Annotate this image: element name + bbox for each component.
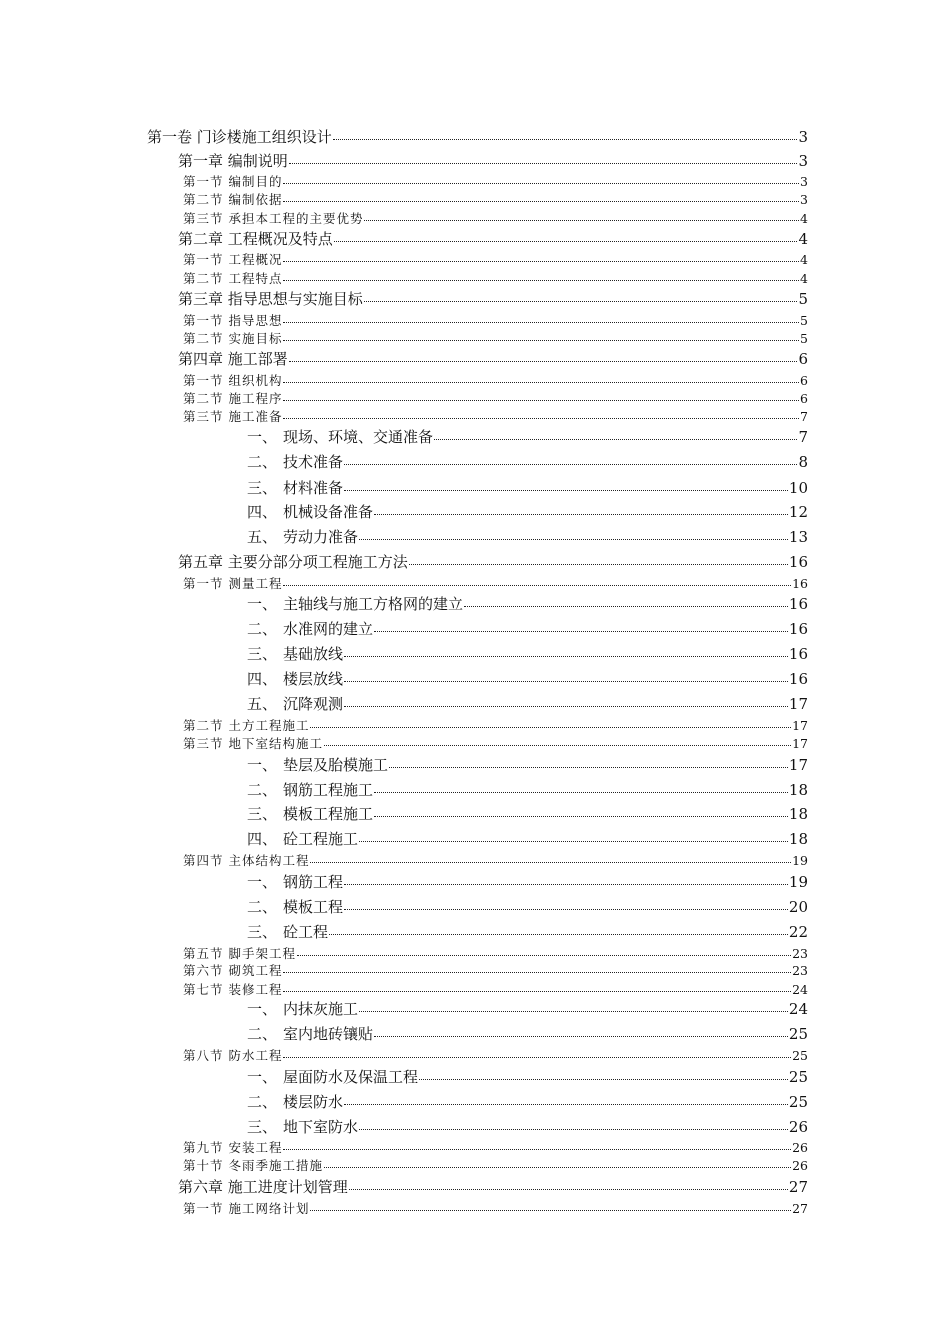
toc-page-number: 26 (792, 1140, 808, 1156)
toc-entry-ch[interactable] (178, 232, 808, 247)
toc-dot-leader (283, 322, 799, 323)
toc-page-number: 16 (788, 645, 808, 664)
toc-entry-number: 一、 (247, 1000, 278, 1019)
toc-entry-title (247, 832, 358, 847)
toc-dot-leader (283, 1149, 791, 1150)
toc-entry-text: 第三节 地下室结构施工 (183, 736, 323, 752)
toc-entry-text: 技术准备 (283, 453, 344, 472)
toc-entry-number: 一、 (247, 873, 278, 892)
toc-entry-title (183, 1203, 309, 1216)
toc-page-number: 20 (788, 898, 808, 917)
toc-entry-title (183, 393, 282, 406)
toc-page-number: 6 (798, 350, 808, 369)
toc-page-number: 19 (788, 873, 808, 892)
toc-dot-leader (283, 183, 799, 184)
toc-entry-ch[interactable] (178, 1180, 808, 1195)
toc-entry-title (247, 900, 343, 915)
toc-entry-title (183, 720, 309, 733)
toc-entry-sub[interactable] (247, 875, 808, 890)
toc-entry-text: 第二章 工程概况及特点 (178, 230, 333, 249)
toc-entry-title (183, 855, 309, 868)
toc-entry-title (247, 1070, 418, 1085)
toc-entry-sec[interactable] (183, 213, 808, 226)
toc-entry-sec[interactable] (183, 1160, 808, 1173)
toc-entry-sec[interactable] (183, 375, 808, 388)
toc-dot-leader (289, 163, 798, 164)
toc-page-number: 5 (800, 313, 808, 329)
toc-dot-leader (283, 201, 799, 202)
toc-entry-sec[interactable] (183, 855, 808, 868)
toc-dot-leader (359, 1129, 788, 1130)
toc-entry-text: 第二节 土方工程施工 (183, 718, 310, 734)
toc-dot-leader (310, 727, 791, 728)
toc-entry-sub[interactable] (247, 1095, 808, 1110)
toc-dot-leader (344, 656, 788, 657)
toc-entry-text: 主轴线与施工方格网的建立 (283, 595, 464, 614)
toc-entry-title (183, 738, 323, 751)
toc-dot-leader (297, 955, 791, 956)
toc-entry-text: 垫层及胎模施工 (283, 756, 389, 775)
toc-entry-sub[interactable] (247, 455, 808, 470)
toc-page-number: 16 (788, 553, 808, 572)
toc-page-number: 16 (788, 670, 808, 689)
toc-entry-title (247, 672, 343, 687)
toc-entry-text: 地下室防水 (283, 1118, 359, 1137)
toc-page-number: 18 (788, 781, 808, 800)
toc-page-number: 23 (792, 946, 808, 962)
toc-entry-sub[interactable] (247, 1120, 808, 1135)
toc-entry-sub[interactable] (247, 925, 808, 940)
toc-entry-title (183, 411, 282, 424)
toc-entry-number: 三、 (247, 923, 278, 942)
toc-dot-leader (283, 585, 791, 586)
toc-entry-sec[interactable] (183, 411, 808, 424)
toc-entry-text: 第一节 施工网络计划 (183, 1201, 310, 1217)
toc-entry-sub[interactable] (247, 597, 808, 612)
toc-page-number: 27 (792, 1201, 808, 1217)
toc-entry-text: 砼工程施工 (283, 830, 359, 849)
toc-page-number: 5 (800, 331, 808, 347)
toc-entry-sub[interactable] (247, 672, 808, 687)
toc-entry-title (178, 555, 408, 570)
toc-page-number: 25 (788, 1025, 808, 1044)
toc-page-number: 26 (788, 1118, 808, 1137)
toc-page-number: 3 (798, 152, 808, 171)
toc-entry-text: 室内地砖镶贴 (283, 1025, 374, 1044)
toc-entry-number: 四、 (247, 503, 278, 522)
toc-entry-text: 第六章 施工进度计划管理 (178, 1178, 348, 1197)
toc-dot-leader (374, 792, 788, 793)
toc-entry-text: 第一卷 门诊楼施工组织设计 (147, 128, 332, 147)
toc-entry-text: 内抹灰施工 (283, 1000, 359, 1019)
toc-dot-leader (389, 767, 788, 768)
toc-dot-leader (359, 841, 788, 842)
toc-page-number: 10 (788, 479, 808, 498)
toc-entry-title (183, 1050, 282, 1063)
toc-entry-text: 第一节 指导思想 (183, 313, 283, 329)
toc-entry-number: 二、 (247, 898, 278, 917)
toc-entry-text: 第二节 实施目标 (183, 331, 283, 347)
toc-entry-title (247, 505, 373, 520)
toc-dot-leader (283, 400, 799, 401)
toc-dot-leader (333, 139, 798, 140)
toc-dot-leader (434, 439, 797, 440)
toc-dot-leader (349, 1189, 788, 1190)
toc-entry-number: 四、 (247, 830, 278, 849)
toc-page-number: 17 (792, 736, 808, 752)
toc-entry-text: 第六节 砌筑工程 (183, 963, 283, 979)
toc-entry-number: 三、 (247, 479, 278, 498)
toc-page-number: 18 (788, 830, 808, 849)
toc-page-number: 8 (798, 453, 808, 472)
toc-entry-text: 第九节 安装工程 (183, 1140, 283, 1156)
toc-entry-title (247, 430, 433, 445)
toc-entry-title (247, 481, 343, 496)
toc-dot-leader (359, 539, 788, 540)
toc-entry-text: 机械设备准备 (283, 503, 374, 522)
toc-page-number: 26 (792, 1158, 808, 1174)
toc-dot-leader (283, 972, 791, 973)
toc-page-number: 4 (800, 252, 808, 268)
toc-entry-sub[interactable] (247, 1002, 808, 1017)
toc-entry-title (247, 1002, 358, 1017)
toc-entry-sec[interactable] (183, 176, 808, 189)
toc-dot-leader (289, 361, 798, 362)
toc-entry-title (183, 375, 282, 388)
toc-entry-number: 二、 (247, 620, 278, 639)
toc-dot-leader (419, 1079, 788, 1080)
toc-entry-title (178, 1180, 348, 1195)
toc-entry-title (147, 130, 332, 145)
toc-entry-title (183, 194, 282, 207)
toc-entry-sec[interactable] (183, 1203, 808, 1216)
toc-entry-number: 四、 (247, 670, 278, 689)
toc-entry-text: 砼工程 (283, 923, 329, 942)
toc-dot-leader (364, 301, 798, 302)
toc-dot-leader (334, 241, 798, 242)
toc-page-number: 16 (792, 576, 808, 592)
toc-page-number: 3 (798, 128, 808, 147)
toc-entry-text: 第七节 装修工程 (183, 982, 283, 998)
toc-entry-number: 二、 (247, 1025, 278, 1044)
toc-dot-leader (344, 706, 788, 707)
toc-entry-number: 三、 (247, 805, 278, 824)
toc-entry-sub[interactable] (247, 430, 808, 445)
toc-page-number: 6 (800, 373, 808, 389)
toc-page-number: 7 (800, 409, 808, 425)
toc-entry-text: 第一章 编制说明 (178, 152, 288, 171)
toc-entry-sec[interactable] (183, 948, 808, 961)
toc-entry-sec[interactable] (183, 273, 808, 286)
toc-entry-text: 现场、环境、交通准备 (283, 428, 434, 447)
toc-dot-leader (364, 220, 799, 221)
toc-entry-number: 五、 (247, 695, 278, 714)
toc-page-number: 12 (788, 503, 808, 522)
toc-entry-sec[interactable] (183, 578, 808, 591)
toc-page-number: 24 (788, 1000, 808, 1019)
toc-entry-sub[interactable] (247, 832, 808, 847)
toc-entry-text: 第二节 工程特点 (183, 271, 283, 287)
toc-entry-number: 三、 (247, 645, 278, 664)
toc-page-number: 16 (788, 595, 808, 614)
toc-entry-sub[interactable] (247, 900, 808, 915)
toc-entry-text: 第四章 施工部署 (178, 350, 288, 369)
toc-entry-text: 第二节 编制依据 (183, 192, 283, 208)
toc-page-number: 4 (798, 230, 808, 249)
toc-page-number: 17 (788, 756, 808, 775)
toc-entry-text: 第一节 组织机构 (183, 373, 283, 389)
toc-entry-title (183, 984, 282, 997)
toc-entry-text: 第八节 防水工程 (183, 1048, 283, 1064)
toc-entry-title (247, 1095, 343, 1110)
toc-entry-text: 屋面防水及保温工程 (283, 1068, 419, 1087)
toc-dot-leader (324, 1167, 791, 1168)
toc-dot-leader (344, 464, 797, 465)
toc-entry-number: 一、 (247, 595, 278, 614)
toc-entry-text: 劳动力准备 (283, 528, 359, 547)
toc-dot-leader (409, 564, 788, 565)
toc-page-number: 25 (788, 1068, 808, 1087)
toc-dot-leader (374, 816, 788, 817)
toc-entry-title (247, 1027, 373, 1042)
toc-dot-leader (283, 1057, 791, 1058)
toc-entry-text: 楼层防水 (283, 1093, 344, 1112)
toc-entry-ch[interactable] (178, 352, 808, 367)
toc-entry-title (183, 333, 282, 346)
toc-page-number: 22 (788, 923, 808, 942)
toc-entry-sec[interactable] (183, 738, 808, 751)
toc-page-number: 27 (788, 1178, 808, 1197)
toc-entry-text: 水准网的建立 (283, 620, 374, 639)
toc-entry-title (178, 292, 363, 307)
toc-entry-title (247, 597, 463, 612)
toc-page-number: 5 (798, 290, 808, 309)
toc-entry-sec[interactable] (183, 1142, 808, 1155)
toc-page-number: 7 (798, 428, 808, 447)
toc-page-number: 4 (800, 271, 808, 287)
toc-page-number: 4 (800, 211, 808, 227)
toc-entry-text: 钢筋工程施工 (283, 781, 374, 800)
toc-page-number: 3 (800, 192, 808, 208)
toc-entry-vol[interactable] (147, 130, 808, 145)
toc-entry-sec[interactable] (183, 254, 808, 267)
toc-entry-title (247, 875, 343, 890)
toc-entry-text: 第三章 指导思想与实施目标 (178, 290, 363, 309)
toc-entry-title (183, 578, 282, 591)
toc-dot-leader (329, 934, 788, 935)
toc-entry-number: 三、 (247, 1118, 278, 1137)
toc-entry-text: 沉降观测 (283, 695, 344, 714)
toc-entry-number: 五、 (247, 528, 278, 547)
toc-page-number: 3 (800, 174, 808, 190)
toc-entry-title (183, 176, 282, 189)
toc-dot-leader (283, 418, 799, 419)
toc-entry-title (178, 232, 333, 247)
toc-entry-text: 第五节 脚手架工程 (183, 946, 296, 962)
toc-page-number: 17 (792, 718, 808, 734)
toc-dot-leader (359, 1011, 788, 1012)
toc-entry-sub[interactable] (247, 807, 808, 822)
toc-entry-sec[interactable] (183, 984, 808, 997)
toc-page-number: 18 (788, 805, 808, 824)
toc-dot-leader (344, 884, 788, 885)
toc-dot-leader (344, 1104, 788, 1105)
toc-entry-title (247, 530, 358, 545)
toc-entry-sub[interactable] (247, 647, 808, 662)
toc-dot-leader (344, 490, 788, 491)
toc-entry-sec[interactable] (183, 194, 808, 207)
toc-entry-title (247, 622, 373, 637)
toc-entry-title (183, 315, 282, 328)
toc-entry-text: 第十节 冬雨季施工措施 (183, 1158, 323, 1174)
toc-dot-leader (283, 261, 799, 262)
toc-entry-number: 二、 (247, 453, 278, 472)
toc-entry-ch[interactable] (178, 555, 808, 570)
toc-entry-text: 第四节 主体结构工程 (183, 853, 310, 869)
toc-entry-sub[interactable] (247, 481, 808, 496)
toc-entry-title (183, 213, 363, 226)
toc-entry-sec[interactable] (183, 393, 808, 406)
toc-entry-title (247, 455, 343, 470)
toc-entry-text: 第三节 施工准备 (183, 409, 283, 425)
toc-page-number: 24 (792, 982, 808, 998)
toc-dot-leader (283, 991, 791, 992)
toc-entry-title (247, 783, 373, 798)
toc-entry-ch[interactable] (178, 292, 808, 307)
toc-entry-number: 一、 (247, 1068, 278, 1087)
toc-entry-title (183, 254, 282, 267)
toc-dot-leader (464, 606, 788, 607)
toc-dot-leader (283, 280, 799, 281)
toc-page-number: 19 (792, 853, 808, 869)
toc-entry-number: 二、 (247, 781, 278, 800)
toc-entry-title (183, 273, 282, 286)
toc-entry-title (178, 154, 288, 169)
toc-page-number: 23 (792, 963, 808, 979)
toc-entry-text: 模板工程 (283, 898, 344, 917)
toc-entry-title (247, 647, 343, 662)
toc-page-number: 16 (788, 620, 808, 639)
toc-dot-leader (324, 745, 791, 746)
toc-dot-leader (283, 340, 799, 341)
toc-entry-sec[interactable] (183, 315, 808, 328)
toc-entry-sec[interactable] (183, 965, 808, 978)
toc-entry-text: 楼层放线 (283, 670, 344, 689)
toc-entry-title (247, 758, 388, 773)
toc-entry-sub[interactable] (247, 697, 808, 712)
toc-entry-sub[interactable] (247, 1027, 808, 1042)
toc-dot-leader (310, 1210, 791, 1211)
toc-entry-title (183, 1160, 323, 1173)
toc-entry-text: 第五章 主要分部分项工程施工方法 (178, 553, 408, 572)
toc-entry-sec[interactable] (183, 720, 808, 733)
toc-entry-number: 二、 (247, 1093, 278, 1112)
toc-page-number: 13 (788, 528, 808, 547)
toc-page-number: 6 (800, 391, 808, 407)
toc-entry-text: 第二节 施工程序 (183, 391, 283, 407)
toc-page-number: 17 (788, 695, 808, 714)
toc-dot-leader (344, 909, 788, 910)
toc-entry-sub[interactable] (247, 1070, 808, 1085)
toc-entry-text: 第三节 承担本工程的主要优势 (183, 211, 364, 227)
toc-entry-text: 第一节 测量工程 (183, 576, 283, 592)
toc-dot-leader (374, 514, 788, 515)
toc-entry-title (183, 948, 296, 961)
toc-dot-leader (283, 382, 799, 383)
toc-page-number: 25 (788, 1093, 808, 1112)
toc-entry-text: 钢筋工程 (283, 873, 344, 892)
toc-entry-title (247, 697, 343, 712)
toc-entry-title (183, 965, 282, 978)
toc-entry-number: 一、 (247, 756, 278, 775)
toc-page-number: 25 (792, 1048, 808, 1064)
toc-entry-sub[interactable] (247, 758, 808, 773)
toc-entry-title (247, 807, 373, 822)
toc-entry-text: 材料准备 (283, 479, 344, 498)
toc-entry-sub[interactable] (247, 622, 808, 637)
toc-entry-sub[interactable] (247, 505, 808, 520)
toc-dot-leader (310, 862, 791, 863)
toc-entry-title (178, 352, 288, 367)
toc-dot-leader (374, 631, 788, 632)
toc-entry-text: 第一节 工程概况 (183, 252, 283, 268)
toc-entry-text: 基础放线 (283, 645, 344, 664)
toc-entry-sec[interactable] (183, 333, 808, 346)
toc-dot-leader (344, 681, 788, 682)
toc-entry-sub[interactable] (247, 783, 808, 798)
toc-entry-text: 模板工程施工 (283, 805, 374, 824)
toc-entry-sub[interactable] (247, 530, 808, 545)
toc-entry-title (183, 1142, 282, 1155)
toc-entry-sec[interactable] (183, 1050, 808, 1063)
toc-entry-title (247, 1120, 358, 1135)
toc-entry-ch[interactable] (178, 154, 808, 169)
toc-dot-leader (374, 1036, 788, 1037)
toc-entry-title (247, 925, 328, 940)
toc-entry-number: 一、 (247, 428, 278, 447)
toc-entry-text: 第一节 编制目的 (183, 174, 283, 190)
